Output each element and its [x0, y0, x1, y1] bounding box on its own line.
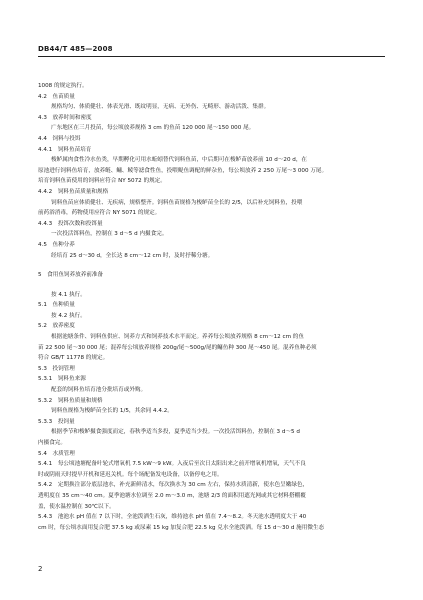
body-line: 经培育 25 d～30 d，全长达 8 cm～12 cm 时，及时抒稀分塘。 — [51, 252, 214, 259]
body-line: 按 4.2 执行。 — [51, 312, 86, 319]
body-line: 5.4.3 池池水 pH 值在 7 以下时，全池泼洒生石灰，维持池水 pH 值在 7.4～8.2。冬天池水透明度大于 40 — [38, 514, 307, 521]
subsection-heading: 5.3.2 饲料鱼质量和规格 — [38, 397, 103, 404]
body-line: 培育饲料鱼苗使用的饲料应符合 NY 5072 的规定。 — [38, 178, 166, 185]
body-line: 饲料鱼苗应体质健壮、无疾病，规格整齐。饲料鱼苗规格为梭鲈苗全长的 2/5，以后补充饲料鱼，投喂 — [51, 199, 303, 206]
chapter-heading: 5 食用鱼饲养放养前准备 — [38, 272, 104, 279]
body-line: 透明度在 35 cm～40 cm。夏季池塘水位调至 2.0 m～3.0 m，池塘 2/3 的面积用遮光网或其它材料搭棚覆 — [38, 492, 306, 499]
document-body — [38, 81, 385, 533]
body-line: 5.4.1 每公顷池塘配备叶轮式增氧机 7.5 kW～9 kW。入夜后至次日太阳出来之前开增氧机增氧，天气不良 — [38, 461, 306, 468]
page-number: 2 — [38, 565, 43, 573]
header-divider — [38, 56, 385, 57]
section-heading: 4.4 饲料与投饵 — [38, 135, 81, 142]
body-line: 梭鲈属肉食性冷水鱼类，早期孵化可用水蚯蚓替代饲料鱼苗，中后期可在梭鲈苗放养前 10 d～20 d，在 — [51, 157, 308, 164]
subsection-heading: 5.3.1 饲料鱼来源 — [38, 376, 86, 383]
body-line: 苗 22 500 尾～30 000 尾；混养每公顷放养规格 200g/尾～500g/尾的鳙鱼种 300 尾～450 尾。混养鱼种必须 — [38, 344, 317, 351]
section-gap — [38, 281, 385, 290]
section-heading: 5.3 投饲管理 — [38, 365, 75, 372]
section-heading: 5.1 鱼种质量 — [38, 302, 75, 309]
body-line: 时或阴雨天时提早开机和延迟关机。每个场配备发电设备，以备停电之用。 — [38, 471, 223, 478]
section-heading: 5.2 放养密度 — [38, 323, 75, 330]
body-line: 1008 的规定执行。 — [38, 83, 88, 89]
section-heading: 4.3 放养时间和密度 — [38, 114, 92, 121]
section-gap — [38, 261, 385, 270]
section-heading: 4.5 鱼种分养 — [38, 241, 75, 248]
body-line: 规格均匀、体质健壮、体表光滑、既纹明显，无病、无外伤、无畸形、游动活泼、集群。 — [51, 104, 270, 111]
section-heading: 5.4 水质管理 — [38, 450, 75, 457]
subsection-heading: 4.4.1 饲料鱼苗培育 — [38, 146, 92, 153]
document-standard-id: DB44/T 485—2008 — [38, 45, 113, 53]
subsection-heading: 4.4.2 饲料鱼苗质量和规格 — [38, 188, 109, 195]
body-line: 根据池塘条件、饲料鱼供应、饲养方式和饲养技术水平而定。养养每公顷放养规格 8 cm～12 cm 的鱼 — [51, 334, 304, 341]
section-heading: 4.2 鱼苗质量 — [38, 93, 75, 100]
body-line: 5.4.2 定期换注部分底层池水，补充新鲜清水，每次换水为 30 cm 左右，保持水质清新，使水色呈嫩绿色， — [38, 482, 309, 489]
body-line: 内摄食完。 — [38, 440, 66, 446]
body-line: 根据季节和梭鲈摄食强度而定，春秋季适当多投，夏季适当少投。一次投活饵料鱼，控制在 3 d～5 d — [51, 429, 300, 436]
body-line: 饲料鱼规格为梭鲈苗全长的 1/5，其余同 4.4.2。 — [51, 408, 173, 415]
subsection-heading: 4.4.3 投饵次数和投饵量 — [38, 220, 103, 227]
body-line: cm 时，每公顷水面用复合肥 37.5 kg 或尿素 15 kg 加复合肥 22.5 kg 兑水全池泼洒。每 15 d～30 d 施用微生态 — [38, 524, 325, 531]
body-line: 配套的饲料鱼培育池分批培育或外购。 — [51, 387, 147, 394]
subsection-heading: 5.3.3 投饲量 — [38, 418, 75, 425]
body-line: 符合 GB/T 11778 的规定。 — [38, 355, 109, 362]
body-line: 原池进行饲料鱼培育，放养鲢、鳙、鲮等滤食性鱼，投喂鳀鱼调配的鲜杂鱼，每公顷放养 2 250 万尾～3 000 万尾。 — [38, 167, 328, 174]
body-line: 广东地区在三月投苗，每公顷放养规格 3 cm 的鱼苗 120 000 尾～150 000 尾。 — [51, 125, 255, 132]
body-line: 按 4.1 执行。 — [51, 291, 86, 298]
body-line: 盖，使水温控制在 30℃以下。 — [38, 503, 115, 510]
body-line: 前药浴消毒，药物使用应符合 NY 5071 的规定。 — [38, 210, 161, 217]
body-line: 一次投活饵料鱼，控制在 3 d～5 d 内摄食完。 — [51, 231, 168, 238]
